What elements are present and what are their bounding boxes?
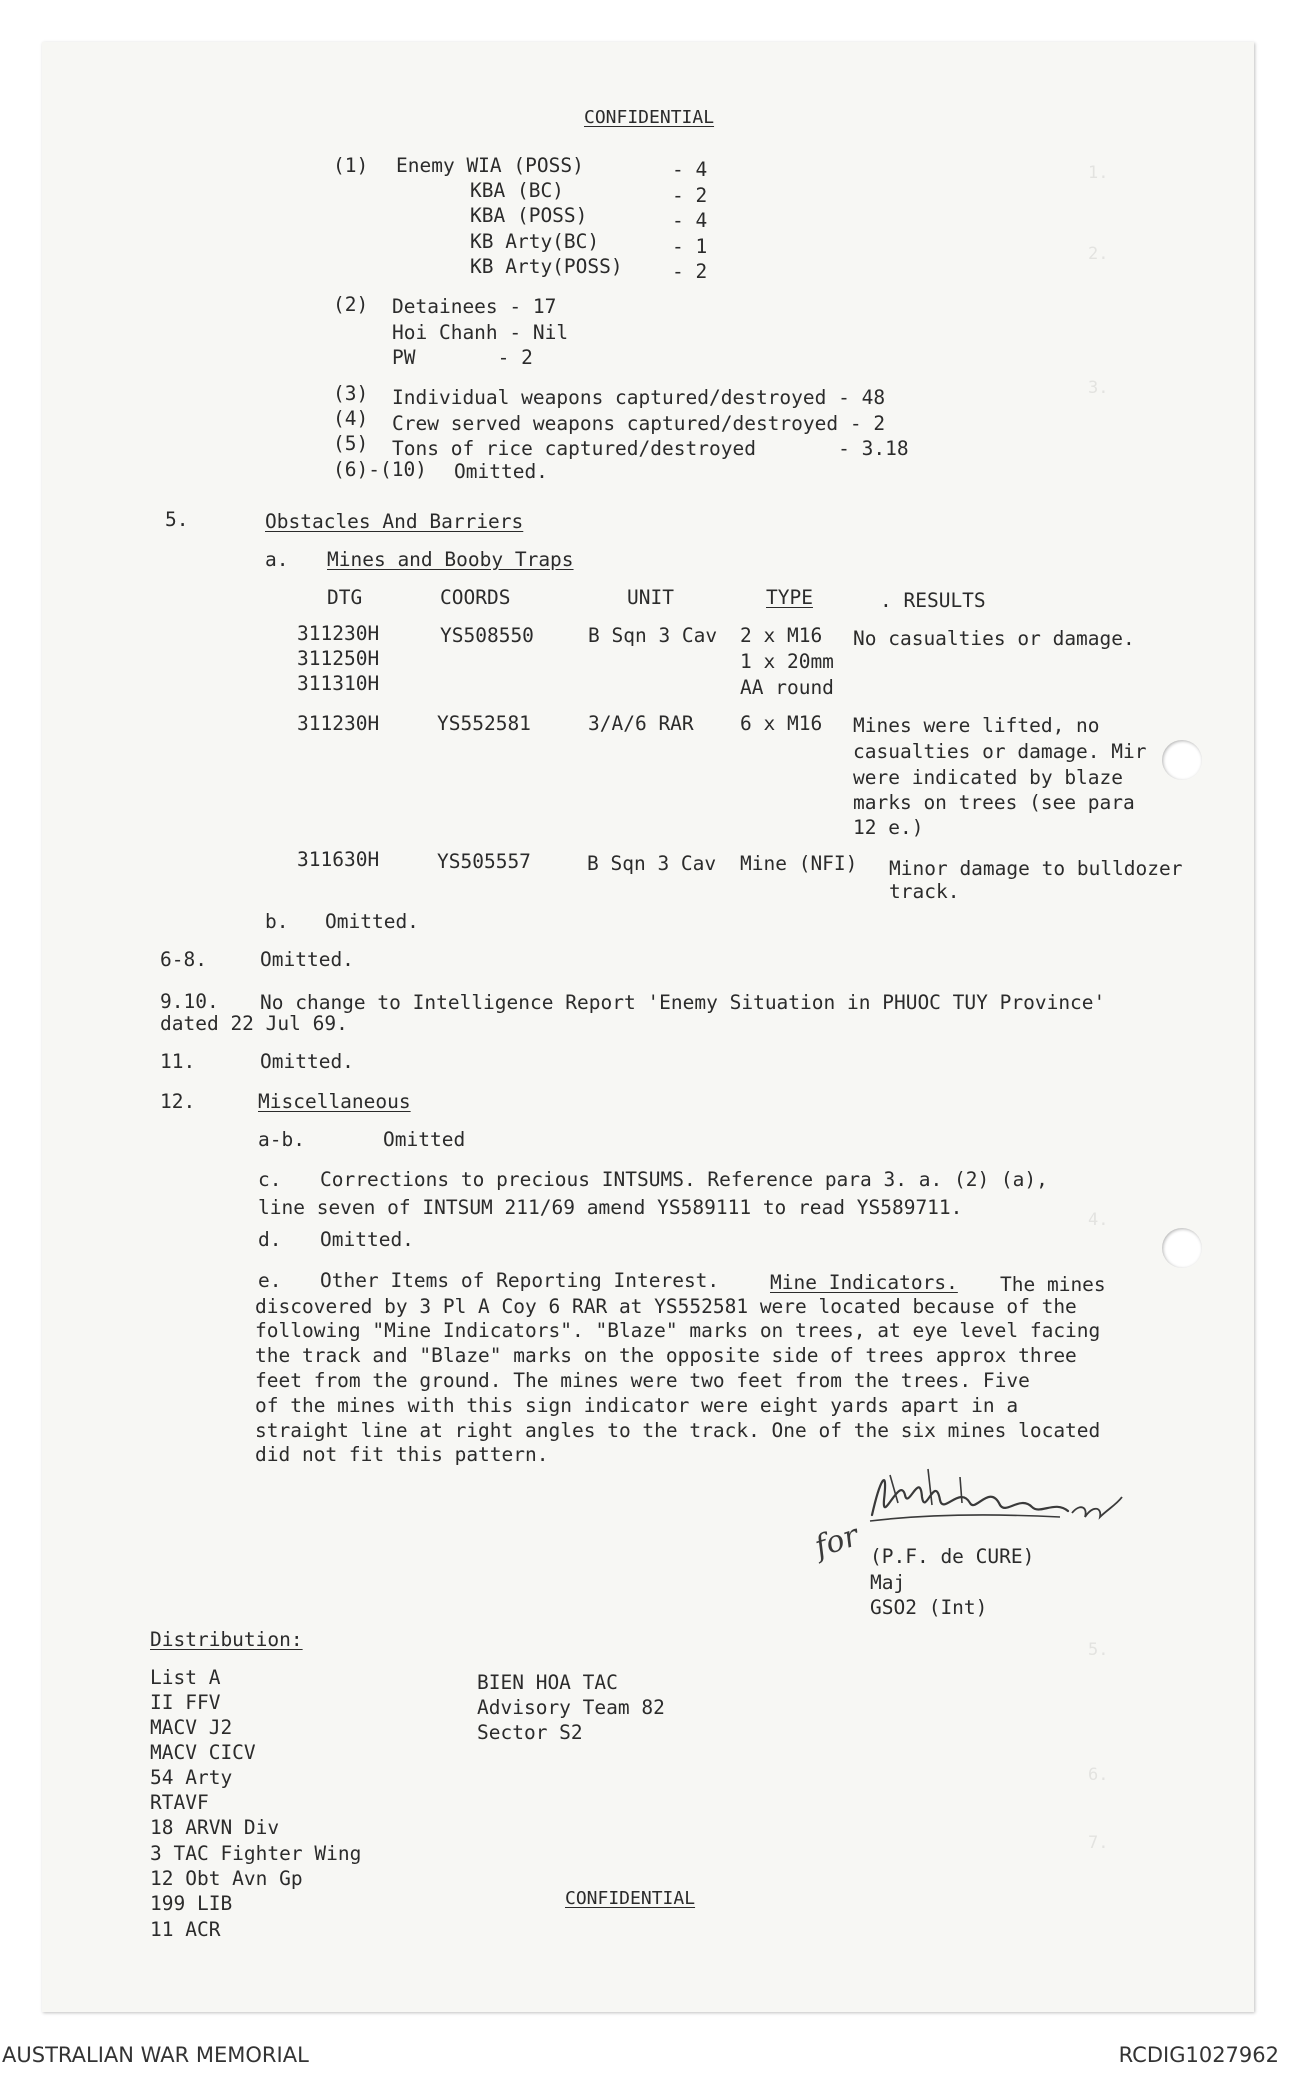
distribution-left-item: 199 LIB: [150, 1892, 233, 1915]
stats-item-text-3: Individual weapons captured/destroyed - 48: [392, 386, 886, 409]
cell-results: track.: [889, 880, 960, 903]
cell-results: casualties or damage. Mir: [853, 740, 1147, 763]
para-9-10-number: 9.10.: [160, 990, 219, 1013]
cell-results: 12 e.): [853, 816, 924, 839]
footer-classification: CONFIDENTIAL: [565, 1888, 696, 1909]
section-5b-text: Omitted.: [325, 910, 419, 933]
cell-unit: B Sqn 3 Cav: [587, 852, 717, 875]
para-12e-line: following "Mine Indicators". "Blaze" marks on trees, at eye level facing: [255, 1319, 1101, 1342]
stats-item-number-1: (1): [333, 154, 369, 177]
para-12e-label: e.: [258, 1269, 282, 1292]
archive-source-label: AUSTRALIAN WAR MEMORIAL: [2, 2043, 309, 2067]
distribution-left-item: 54 Arty: [150, 1766, 233, 1789]
cell-results: were indicated by blaze: [853, 766, 1124, 789]
stats-item-number-5: (5): [333, 432, 369, 455]
col-header-coords: COORDS: [440, 586, 511, 609]
distribution-left-item: MACV J2: [150, 1716, 233, 1739]
stat-label-kb-arty-poss: KB Arty(POSS): [470, 255, 623, 278]
cell-dtg: 311230H: [297, 622, 380, 645]
para-12c-line1: Corrections to precious INTSUMS. Reference para 3. a. (2) (a),: [320, 1168, 1048, 1191]
para-6-8-text: Omitted.: [260, 948, 354, 971]
stat-value-wia: - 4: [672, 158, 708, 181]
stat-value-kba-bc: - 2: [672, 184, 708, 207]
distribution-left-item: RTAVF: [150, 1791, 209, 1814]
signature-rank: Maj: [870, 1571, 906, 1594]
pw-line: PW - 2: [392, 346, 533, 369]
para-12-number: 12.: [160, 1090, 196, 1113]
stat-label-kba-bc: KBA (BC): [470, 179, 564, 202]
hoi-chanh-line: Hoi Chanh - Nil: [392, 321, 569, 344]
stats-item-number-4: (4): [333, 407, 369, 430]
distribution-left-item: 11 ACR: [150, 1918, 221, 1941]
cell-results: marks on trees (see para: [853, 791, 1135, 814]
para-12e-rest: The mines: [1000, 1273, 1106, 1296]
cell-coords: YS552581: [437, 712, 531, 735]
punch-hole: [1162, 740, 1202, 780]
col-header-dtg: DTG: [327, 586, 363, 609]
cell-results: Minor damage to bulldozer: [889, 857, 1183, 880]
cell-dtg: 311230H: [297, 712, 380, 735]
cell-dtg: 311250H: [297, 647, 380, 670]
distribution-heading: Distribution:: [150, 1628, 303, 1651]
para-12d-text: Omitted.: [320, 1228, 414, 1251]
cell-coords: YS508550: [440, 624, 534, 647]
distribution-right-item: Sector S2: [477, 1721, 583, 1744]
stat-value-kb-arty-bc: - 1: [672, 235, 708, 258]
col-header-type: TYPE: [766, 586, 813, 609]
para-9-10-line1: No change to Intelligence Report 'Enemy Situation in PHUOC TUY Province': [260, 991, 1106, 1014]
distribution-left-item: List A: [150, 1666, 221, 1689]
para-12-title: Miscellaneous: [258, 1090, 411, 1113]
cell-type: AA round: [740, 676, 834, 699]
para-12d-label: d.: [258, 1228, 282, 1251]
cell-type: Mine (NFI): [740, 852, 858, 875]
para-12e-line: of the mines with this sign indicator were eight yards apart in a: [255, 1394, 1019, 1417]
para-11-text: Omitted.: [260, 1050, 354, 1073]
stat-value-kb-arty-poss: - 2: [672, 260, 708, 283]
para-12e-intro: Other Items of Reporting Interest.: [320, 1269, 720, 1292]
cell-type: 1 x 20mm: [740, 650, 834, 673]
cell-type: 6 x M16: [740, 712, 823, 735]
stats-item-text-5: Tons of rice captured/destroyed - 3.18: [392, 437, 909, 460]
col-header-unit: UNIT: [627, 586, 674, 609]
cell-results: Mines were lifted, no: [853, 714, 1100, 737]
para-12ab-label: a-b.: [258, 1128, 305, 1151]
punch-hole: [1162, 1228, 1202, 1268]
stat-value-kba-poss: - 4: [672, 209, 708, 232]
distribution-left-item: II FFV: [150, 1691, 221, 1714]
col-header-results: . RESULTS: [880, 589, 986, 612]
stats-item-text-4: Crew served weapons captured/destroyed - 2: [392, 412, 886, 435]
detainees-line: Detainees - 17: [392, 295, 557, 318]
section-5b-label: b.: [265, 910, 289, 933]
para-12e-line: feet from the ground. The mines were two feet from the trees. Five: [255, 1369, 1030, 1392]
para-12e-line: straight line at right angles to the track. One of the six mines located: [255, 1419, 1101, 1442]
cell-dtg: 311310H: [297, 672, 380, 695]
section-5a-label: a.: [265, 548, 289, 571]
section-5-title: Obstacles And Barriers: [265, 510, 524, 533]
para-12e-line: the track and "Blaze" marks on the opposite side of trees approx three: [255, 1344, 1077, 1367]
para-11-number: 11.: [160, 1050, 196, 1073]
para-6-8-number: 6-8.: [160, 948, 207, 971]
cell-coords: YS505557: [437, 850, 531, 873]
section-5-number: 5.: [165, 508, 189, 531]
para-12c-line2: line seven of INTSUM 211/69 amend YS589111 to read YS589711.: [258, 1196, 963, 1219]
cell-unit: B Sqn 3 Cav: [588, 624, 718, 647]
cell-type: 2 x M16: [740, 624, 823, 647]
stat-label-kba-poss: KBA (POSS): [470, 204, 588, 227]
stats-item-text-6-10: Omitted.: [454, 460, 548, 483]
para-12c-label: c.: [258, 1168, 282, 1191]
cell-dtg: 311630H: [297, 848, 380, 871]
stats-item-number-6-10: (6)-(10): [333, 458, 427, 481]
distribution-right-item: BIEN HOA TAC: [477, 1671, 618, 1694]
cell-results: No casualties or damage.: [853, 627, 1135, 650]
para-12ab-text: Omitted: [383, 1128, 466, 1151]
archive-reference-id: RCDIG1027962: [1118, 2043, 1279, 2067]
signature-name: (P.F. de CURE): [870, 1545, 1035, 1568]
cell-unit: 3/A/6 RAR: [588, 712, 694, 735]
stats-item-number-2: (2): [333, 293, 369, 316]
para-12e-line: did not fit this pattern.: [255, 1443, 549, 1466]
distribution-left-item: 18 ARVN Div: [150, 1816, 280, 1839]
signature-appointment: GSO2 (Int): [870, 1596, 988, 1619]
para-12e-line: discovered by 3 Pl A Coy 6 RAR at YS552581 were located because of the: [255, 1295, 1077, 1318]
section-5a-title: Mines and Booby Traps: [327, 548, 574, 571]
stats-item-number-3: (3): [333, 382, 369, 405]
distribution-left-item: MACV CICV: [150, 1741, 256, 1764]
distribution-right-item: Advisory Team 82: [477, 1696, 665, 1719]
header-classification: CONFIDENTIAL: [584, 107, 715, 128]
distribution-left-item: 3 TAC Fighter Wing: [150, 1842, 362, 1865]
stat-label-kb-arty-bc: KB Arty(BC): [470, 230, 600, 253]
stat-label-wia: Enemy WIA (POSS): [396, 154, 584, 177]
signature-for: for: [810, 1518, 863, 1565]
para-12e-heading: Mine Indicators.: [770, 1271, 958, 1294]
para-9-10-line2: dated 22 Jul 69.: [160, 1012, 348, 1035]
distribution-left-item: 12 Obt Avn Gp: [150, 1867, 303, 1890]
